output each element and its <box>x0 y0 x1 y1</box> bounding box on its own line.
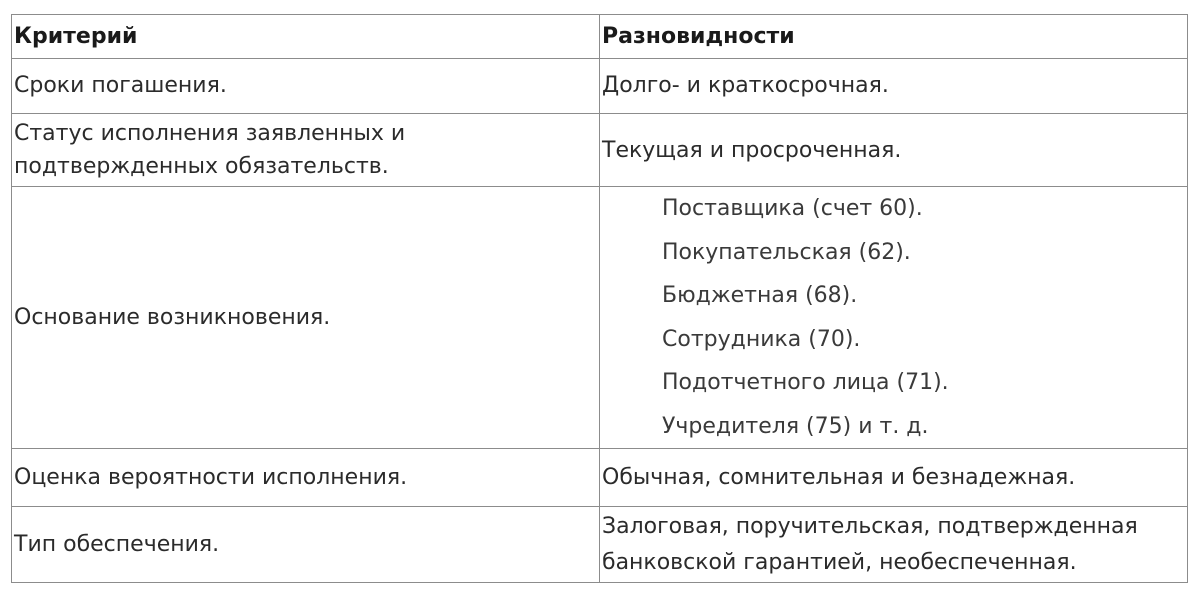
varieties-cell: Залоговая, поручительская, подтвержденная банковской гарантией, необеспеченная. <box>600 507 1188 583</box>
list-item: Бюджетная (68). <box>662 283 858 308</box>
criterion-cell: Тип обеспечения. <box>12 507 600 583</box>
table-row <box>12 114 1188 187</box>
criterion-cell: Оценка вероятности исполнения. <box>12 449 600 507</box>
criterion-cell: Статус исполнения заявленных и подтвержденных обязательств. <box>12 114 600 187</box>
varieties-cell: Долго- и краткосрочная. <box>600 59 1188 114</box>
list-item: Подотчетного лица (71). <box>662 370 949 395</box>
table-row <box>12 59 1188 114</box>
criterion-cell: Основание возникновения. <box>12 187 600 449</box>
table-row <box>12 449 1188 507</box>
table-header-row <box>12 15 1188 59</box>
list-item: Покупательская (62). <box>662 239 911 265</box>
varieties-list <box>602 187 1187 448</box>
header-varieties: Разновидности <box>600 15 1188 59</box>
list-item: Учредителя (75) и т. д. <box>662 413 929 439</box>
header-criterion: Критерий <box>12 15 600 59</box>
varieties-cell: Обычная, сомнительная и безнадежная. <box>600 449 1188 507</box>
classification-table <box>11 14 1188 583</box>
varieties-cell: Текущая и просроченная. <box>600 114 1188 187</box>
varieties-cell <box>600 187 1188 449</box>
table-row <box>12 187 1188 449</box>
list-item: Сотрудника (70). <box>662 326 861 352</box>
criterion-cell: Сроки погашения. <box>12 59 600 114</box>
list-item: Поставщика (счет 60). <box>662 196 923 221</box>
table-row <box>12 507 1188 583</box>
